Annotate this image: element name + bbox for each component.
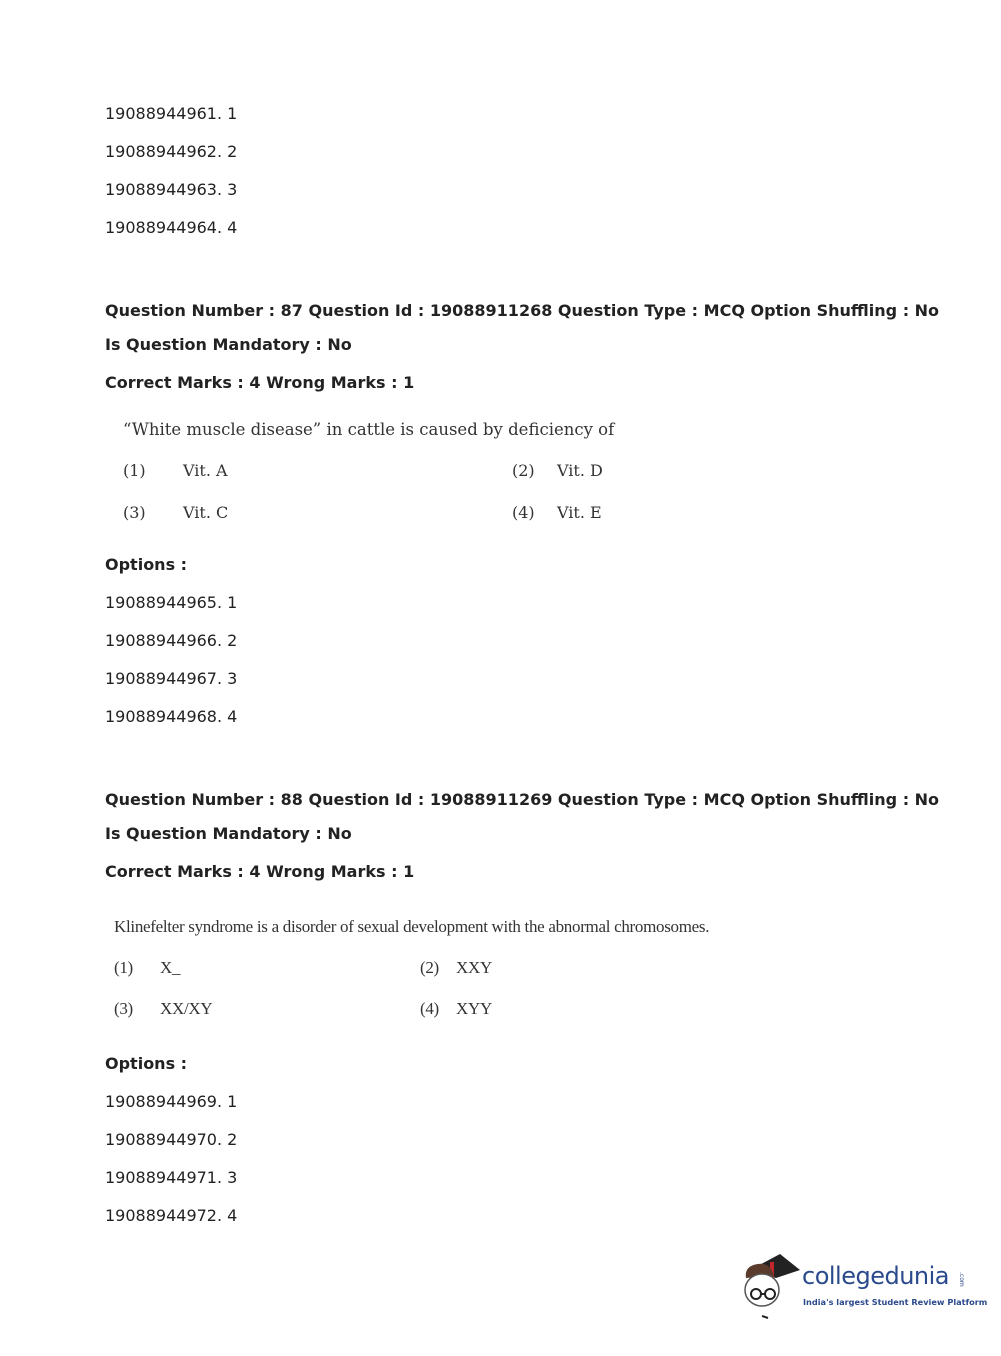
choice-label: X_ bbox=[160, 958, 181, 977]
option-line: 19088944969. 1 bbox=[105, 1092, 238, 1111]
question-header: Question Number : 87 Question Id : 19088911268 Question Type : MCQ Option Shuffling : No bbox=[105, 301, 940, 320]
logo-tagline: India's largest Student Review Platform bbox=[803, 1297, 988, 1307]
question-mandatory: Is Question Mandatory : No bbox=[105, 335, 352, 354]
choice-number: (1) bbox=[123, 461, 146, 480]
collegedunia-logo bbox=[740, 1248, 988, 1323]
choice-label: XX/XY bbox=[160, 999, 213, 1018]
logo-tld: .com bbox=[958, 1272, 965, 1287]
question-mandatory: Is Question Mandatory : No bbox=[105, 824, 352, 843]
option-line: 19088944964. 4 bbox=[105, 218, 238, 237]
choice-number: (3) bbox=[114, 999, 133, 1018]
question-text: Klinefelter syndrome is a disorder of sexual development with the abnormal chromosomes. bbox=[114, 917, 710, 936]
choice-number: (2) bbox=[512, 461, 535, 480]
option-line: 19088944971. 3 bbox=[105, 1168, 238, 1187]
option-line: 19088944972. 4 bbox=[105, 1206, 238, 1225]
options-label: Options : bbox=[105, 555, 188, 574]
choice-number: (1) bbox=[114, 958, 133, 977]
choice-number: (3) bbox=[123, 503, 146, 522]
question-marks: Correct Marks : 4 Wrong Marks : 1 bbox=[105, 373, 415, 392]
options-label: Options : bbox=[105, 1054, 188, 1073]
choice-label: XXY bbox=[456, 958, 492, 977]
option-line: 19088944963. 3 bbox=[105, 180, 238, 199]
choice-number: (4) bbox=[512, 503, 535, 522]
mascot-icon bbox=[740, 1248, 802, 1320]
choice-label: Vit. A bbox=[183, 461, 228, 480]
option-line: 19088944965. 1 bbox=[105, 593, 238, 612]
question-text: “White muscle disease” in cattle is caused by deficiency of bbox=[123, 420, 615, 439]
option-line: 19088944968. 4 bbox=[105, 707, 238, 726]
option-line: 19088944970. 2 bbox=[105, 1130, 238, 1149]
choice-label: Vit. C bbox=[183, 503, 229, 522]
choice-label: Vit. D bbox=[557, 461, 603, 480]
question-marks: Correct Marks : 4 Wrong Marks : 1 bbox=[105, 862, 415, 881]
option-line: 19088944962. 2 bbox=[105, 142, 238, 161]
option-line: 19088944966. 2 bbox=[105, 631, 238, 650]
question-header: Question Number : 88 Question Id : 19088911269 Question Type : MCQ Option Shuffling : No bbox=[105, 790, 940, 809]
choice-label: XYY bbox=[456, 999, 492, 1018]
option-line: 19088944967. 3 bbox=[105, 669, 238, 688]
choice-label: Vit. E bbox=[557, 503, 602, 522]
option-line: 19088944961. 1 bbox=[105, 104, 238, 123]
choice-number: (4) bbox=[420, 999, 439, 1018]
choice-number: (2) bbox=[420, 958, 439, 977]
logo-wordmark: collegedunia bbox=[802, 1262, 950, 1290]
